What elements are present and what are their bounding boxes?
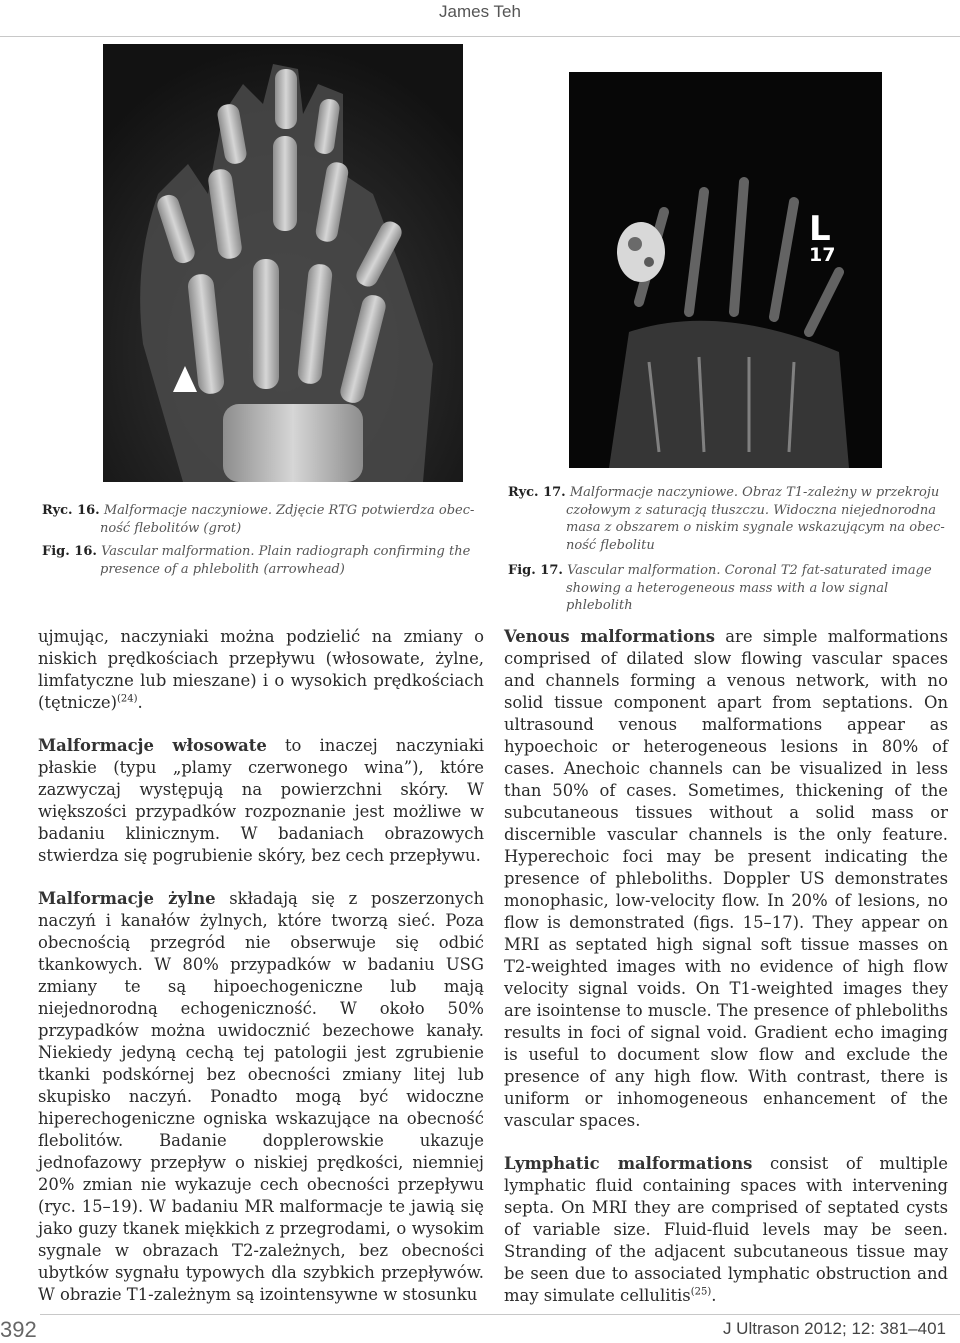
- term-heading: Lymphatic malformations: [504, 1154, 753, 1173]
- paragraph-text: are simple malformations comprised of dilated slow flowing vascular spaces and channels forming a venous network, with no solid tissue component apart from septations. On ultrasound venous malformations appear as hypoechoic or heterogeneous lesions in 80% of cases. Anechoic channels can be visualized in less than 50% of cases. Sometimes, thickening of the subcutaneous tissues without a solid mass or discernible vascular channels is the only feature. Hyperechoic foci may be present indicating the presence of phleboliths. Doppler US demonstrates monophasic, low-velocity flow. In 20% of lesions, no flow is demonstrated (figs. 15–17). They appear on MRI as septated high signal soft tissue masses on T2-weighted images with no evidence of high flow velocity signal voids. On T1-weighted images they are isointense to muscle. The presence of phleboliths results in foci of signal void. Gradient echo imaging is useful to document slow flow and exclude the presence of any high flow. With contrast, there is uniform or inhomogeneous enhancement of the vascular spaces.: [504, 627, 948, 1130]
- reference: (25): [690, 1286, 712, 1298]
- caption-label: Ryc. 17.: [508, 485, 566, 500]
- caption-text: Malformacje naczyniowe. Obraz T1-zależny w przekroju: [569, 485, 940, 500]
- term-heading: Malformacje włosowate: [38, 736, 267, 755]
- paragraph-text: consist of multiple lymphatic fluid containing spaces with intervening septa. On MRI they are comprised of septated cysts of variable size. Fluid-fluid levels may be seen. Stranding of the adjacent subcutaneous tissue may be seen due to associated lymphatic obstruction and may simulate cellulitis: [504, 1154, 948, 1305]
- paragraph-text: .: [137, 693, 143, 712]
- term-heading: Venous malformations: [504, 627, 716, 646]
- caption-text: masa z obszarem o niskim sygnale wskazującym na obec-: [566, 520, 945, 535]
- paragraph: [38, 626, 484, 714]
- figure-16-radiograph: [103, 44, 463, 482]
- caption-label: Fig. 16.: [42, 544, 97, 559]
- figure-17-mri: [569, 72, 882, 468]
- caption-text: Vascular malformation. Plain radiograph confirming the: [101, 544, 471, 559]
- caption-label: Ryc. 16.: [42, 503, 100, 518]
- caption-text: czołowym z saturacją tłuszczu. Widoczna niejednorodna: [566, 502, 936, 518]
- term-heading: Malformacje żylne: [38, 889, 216, 908]
- paragraph-text: to inaczej naczyniaki płaskie (typu „plamy czerwonego wina”), które zazwyczaj występują na powierzchni skóry. W większości przypadków rozpoznanie jest możliwe w badaniu klinicznym. W badaniach obrazowych stwierdza się pogrubienie skóry, bez cech przepływu.: [38, 736, 484, 865]
- orientation-marker: [809, 209, 836, 266]
- paragraph: [38, 735, 484, 867]
- running-head-author: James Teh: [439, 2, 521, 21]
- orientation-marker-letter: L: [809, 209, 831, 249]
- caption-label: Fig. 17.: [508, 563, 563, 578]
- caption-text: ność flebolitu: [566, 537, 655, 553]
- caption-text: showing a heterogeneous mass with a low signal phlebolith: [566, 580, 889, 613]
- caption-text: Malformacje naczyniowe. Zdjęcie RTG potwierdza obec-: [103, 503, 475, 518]
- paragraph-text: ujmując, naczyniaki można podzielić na zmiany o niskich prędkościach przepływu (włosowate, żylne, limfatyczne lub mieszane) i o wysokich prędkościach (tętnicze): [38, 627, 484, 712]
- figure-16-caption: [42, 502, 482, 578]
- reference: (24): [116, 693, 138, 705]
- figure-17-caption: [508, 484, 953, 615]
- orientation-marker-number: 17: [809, 244, 836, 266]
- caption-text: presence of a phlebolith (arrowhead): [100, 561, 345, 577]
- left-column-polish: [38, 626, 484, 1327]
- caption-text: ność flebolitów (grot): [100, 520, 242, 536]
- paragraph-text: składają się z poszerzonych naczyń i kanałów żylnych, które tworzą sieć. Poza obecnością przegród nie obserwuje się odbić tkankowych. W 80% przypadków w badaniu USG zmiany te są hipoechogeniczne lub mają niejednorodną echogeniczność. W około 50% przypadków można uwidocznić bezechowe kanały. Niekiedy jedyną cechą tej patologii jest zgrubienie tkanki podskórnej bez obecności zmiany litej lub skupisko naczyń. Ponadto mogą być widoczne hiperechogeniczne ogniska wskazujące na obecność flebolitów. Badanie dopplerowskie ukazuje jednofazowy przepływ o niskiej prędkości, niemniej 20% zmian nie wykazuje cech obecności przepływu (ryc. 15–19). W badaniu MR malformacje te jawią się jako guzy tkanek miękkich z przegrodami, o wysokim sygnale w obrazach T2-zależnych, bez obecności ubytków sygnału typowych dla szybkich przepływów. W obrazie T1-zależnym są izointensywne w stosunku: [38, 889, 484, 1304]
- hand-mri-illustration: [569, 72, 882, 468]
- paragraph: [38, 888, 484, 1306]
- journal-citation: J Ultrason 2012; 12: 381–401: [722, 1319, 946, 1338]
- caption-text: Vascular malformation. Coronal T2 fat-saturated image: [567, 563, 932, 578]
- footer-divider: [40, 1314, 960, 1315]
- paragraph-text: .: [711, 1286, 717, 1305]
- header-divider: [0, 36, 960, 37]
- paragraph: [504, 626, 948, 1132]
- hand-xray-illustration: [103, 44, 463, 482]
- right-column-english: [504, 626, 948, 1328]
- paragraph: [504, 1153, 948, 1307]
- page-number: 392: [0, 1317, 37, 1342]
